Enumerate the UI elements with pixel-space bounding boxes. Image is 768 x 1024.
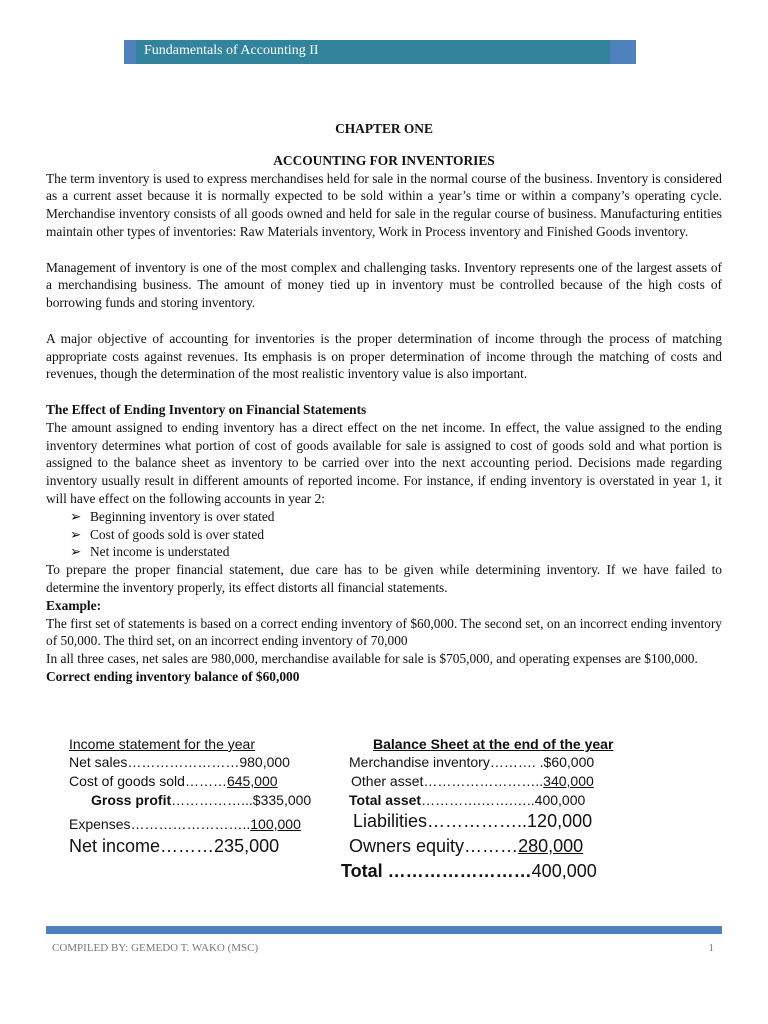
balance-row-total: Total ……………………400,000 [341,861,597,881]
balance-row-liabilities: Liabilities……………..120,000 [353,811,593,831]
bullet-item: ➢ Beginning inventory is over stated [70,508,275,524]
page-number: 1 [708,942,714,954]
paragraph-example-1: The first set of statements is based on a correct ending inventory of $60,000. The second set, on an incorrect ending inventory of 50,000. The third set, on an incorrect ending inventory of 70,000 [46,615,722,649]
income-row-net-sales: Net sales……………………980,000 [69,754,290,770]
footer-rule [46,926,722,934]
income-row-gross-profit: Gross profit……………...$335,000 [91,792,312,808]
footer-compiled-by: COMPILED BY: GEMEDO T. WAKO (MSC) [52,942,259,954]
bullet-item: ➢ Cost of goods sold is over stated [70,526,265,542]
bullet-item: ➢ Net income is understated [70,544,230,560]
paragraph-due-care: To prepare the proper financial statement, due care has to be given while determining inventory. If we have failed to determine the inventory properly, its effect distorts all financial statements. [46,562,722,595]
section-heading-effect: The Effect of Ending Inventory on Financial Statements [46,401,367,417]
income-statement-title: Income statement for the year [69,736,255,752]
income-row-net-income: Net income………235,000 [69,836,280,856]
chapter-number: CHAPTER ONE [335,121,433,136]
income-row-cogs: Cost of goods sold………645,000 [69,773,278,789]
paragraph-management: Management of inventory is one of the most complex and challenging tasks. Inventory represents one of the largest assets of a merchandising business. The amount of money tied up in inventory must be controlled because of the high costs of borrowing funds and storing inventory. [46,259,722,311]
paragraph-objective: A major objective of accounting for inventories is the proper determination of income through the process of matching appropriate costs against revenues. Its emphasis is on proper determination of income through the matching of costs and revenues, though the determination of the most realistic inventory value is also important. [46,330,722,382]
balance-row-owners-equity: Owners equity………280,000 [349,836,584,856]
balance-row-total-asset: Total asset………….…….…..400,000 [349,792,586,808]
header-accent-left [124,40,136,64]
paragraph-effect: The amount assigned to ending inventory has a direct effect on the net income. In effect, the value assigned to the ending inventory determines what portion of cost of goods available for sale is assigned to cost of goods sold and what portion is assigned to the balance sheet as inventory to be carried over into the next accounting period. Decisions made regarding inventory usually result in different amounts of reported income. For instance, if ending inventory is overstated in year 1, it will have effect on the following accounts in year 2: [46,419,722,506]
balance-row-other-asset: Other asset……………………..340,000 [351,773,594,789]
example-label: Example: [46,597,102,613]
arrow-bullet-icon: ➢ [70,544,82,560]
balance-row-merchandise-inventory: Merchandise inventory………. .$60,000 [349,754,595,770]
balance-sheet-title: Balance Sheet at the end of the year [373,736,614,752]
arrow-bullet-icon: ➢ [70,526,82,542]
header-bar [124,40,636,64]
chapter-title: ACCOUNTING FOR INVENTORIES [273,152,495,168]
paragraph-intro: The term inventory is used to express merchandises held for sale in the normal course of the business. Inventory is considered as a current asset because it is normally expected to be sold within a year’s time or within a company’s operating cycle. Merchandise inventory consists of all goods owned and held for sale in the regular course of business. Manufacturing entities maintain other types of inventories: Raw Materials inventory, Work in Process inventory and Finished Goods inventory. [46,170,722,239]
example-subheading: Correct ending inventory balance of $60,000 [46,668,300,684]
header-accent-right [610,40,636,64]
arrow-bullet-icon: ➢ [70,508,82,524]
effect-bullet-list [46,508,722,561]
header-title: Fundamentals of Accounting II [144,43,319,58]
document-body [46,120,722,686]
income-row-expenses: Expenses……………………..100,000 [69,816,301,832]
paragraph-example-2: In all three cases, net sales are 980,000, merchandise available for sale is $705,000, and operating expenses are $100,000. [46,651,698,667]
